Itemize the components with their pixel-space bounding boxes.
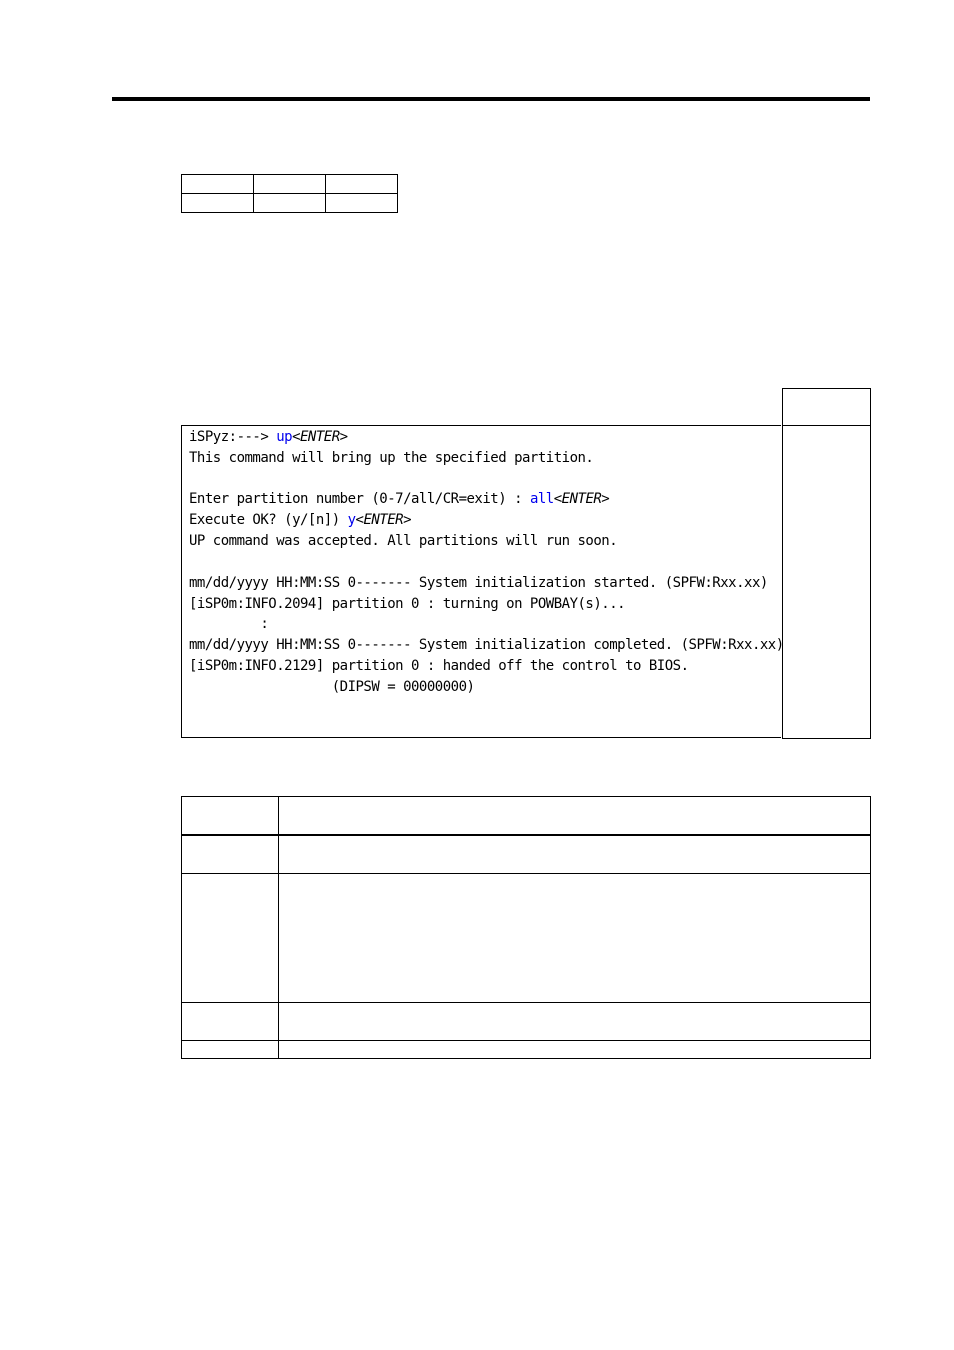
table-cell — [182, 874, 279, 1003]
terminal-line: [iSP0m:INFO.2129] partition 0 : handed off the control to BIOS. — [189, 658, 689, 674]
table-cell — [182, 1041, 279, 1059]
user-input: up — [276, 429, 293, 445]
terminal-line-prompt — [189, 427, 348, 447]
table-header-cell — [182, 797, 279, 836]
header-reference-table — [181, 174, 398, 213]
terminal-line: mm/dd/yyyy HH:MM:SS 0------- System initialization completed. (SPFW:Rxx.xx) — [189, 637, 784, 653]
table-row — [182, 1041, 871, 1059]
table-header-cell — [279, 797, 871, 836]
terminal-line-confirm-prompt — [189, 510, 411, 530]
parameter-table — [181, 796, 871, 1059]
table-cell — [254, 175, 326, 194]
table-row — [182, 874, 871, 1003]
table-cell — [279, 835, 871, 874]
enter-key-label: <ENTER> — [553, 491, 610, 507]
table-cell — [326, 194, 398, 213]
user-input: y — [347, 512, 356, 528]
terminal-line: (DIPSW = 00000000) — [189, 679, 475, 695]
table-cell — [254, 194, 326, 213]
page-top-rule — [112, 97, 870, 101]
terminal-line: [iSP0m:INFO.2094] partition 0 : turning on POWBAY(s)... — [189, 596, 626, 612]
table-cell — [182, 835, 279, 874]
terminal-line: UP command was accepted. All partitions will run soon. — [189, 533, 618, 549]
prompt-text: Execute OK? (y/[n]) — [189, 512, 348, 528]
terminal-side-column — [782, 388, 871, 739]
table-row — [182, 194, 398, 213]
prompt-text: iSPyz:---> — [189, 429, 277, 445]
table-cell — [279, 1041, 871, 1059]
table-row — [182, 835, 871, 874]
table-cell — [182, 175, 254, 194]
prompt-text: Enter partition number (0-7/all/CR=exit) : — [189, 491, 530, 507]
table-cell — [279, 1003, 871, 1041]
terminal-line-partition-prompt — [189, 489, 609, 509]
terminal-line: This command will bring up the specified partition. — [189, 450, 594, 466]
table-cell — [182, 1003, 279, 1041]
terminal-line: : — [189, 616, 269, 632]
enter-key-label: <ENTER> — [355, 512, 412, 528]
table-row — [182, 1003, 871, 1041]
side-column-header — [783, 389, 870, 426]
table-cell — [326, 175, 398, 194]
user-input: all — [529, 491, 554, 507]
enter-key-label: <ENTER> — [292, 429, 348, 445]
table-cell — [182, 194, 254, 213]
table-cell — [279, 874, 871, 1003]
table-header-row — [182, 797, 871, 836]
terminal-line: mm/dd/yyyy HH:MM:SS 0------- System initialization started. (SPFW:Rxx.xx) — [189, 575, 768, 591]
table-row — [182, 175, 398, 194]
